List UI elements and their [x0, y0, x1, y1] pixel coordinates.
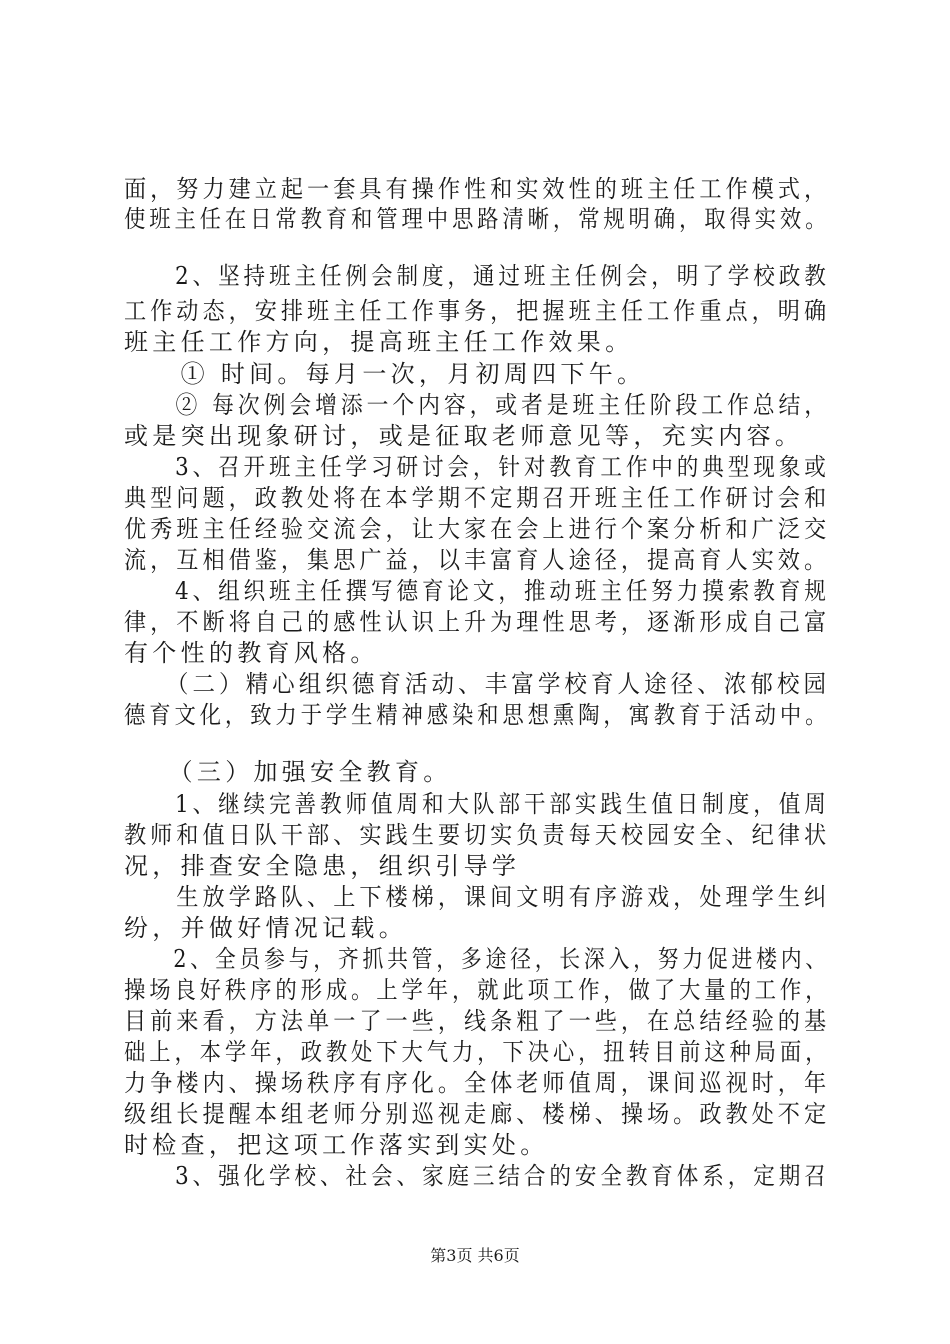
text-line: （三）加强安全教育。	[124, 758, 452, 786]
text-line: （二）精心组织德育活动、丰富学校育人途径、浓郁校园	[124, 670, 831, 698]
text-line: 优秀班主任经验交流会，让大家在会上进行个案分析和广泛交	[124, 515, 831, 543]
text-line: ① 时间。每月一次，月初周四下午。	[124, 360, 646, 388]
text-line: 教师和值日队干部、实践生要切实负责每天校园安全、纪律状	[124, 821, 831, 849]
text-line: 典型问题，政教处将在本学期不定期召开班主任工作研讨会和	[124, 484, 831, 512]
text-line: 德育文化，致力于学生精神感染和思想熏陶，寓教育于活动中。	[124, 701, 831, 729]
text-line: 流，互相借鉴，集思广益，以丰富育人途径，提高育人实效。	[124, 546, 831, 574]
text-line: 2、坚持班主任例会制度，通过班主任例会，明了学校政教	[124, 262, 830, 290]
text-line: 面，努力建立起一套具有操作性和实效性的班主任工作模式，	[124, 175, 831, 203]
text-line: 工作动态，安排班主任工作事务，把握班主任工作重点，明确	[124, 297, 831, 325]
text-line: 4、组织班主任撰写德育论文，推动班主任努力摸索教育规	[124, 577, 830, 605]
text-line: 力争楼内、操场秩序有序化。全体老师值周，课间巡视时，年	[124, 1069, 831, 1097]
text-line: 生放学路队、上下楼梯，课间文明有序游戏，处理学生纠	[124, 883, 831, 911]
page-number-footer: 第3页 共6页	[430, 1246, 520, 1265]
text-line: 律，不断将自己的感性认识上升为理性思考，逐渐形成自己富	[124, 608, 831, 636]
text-line: ② 每次例会增添一个内容，或者是班主任阶段工作总结，	[124, 391, 831, 419]
text-line: 班主任工作方向，提高班主任工作效果。	[124, 328, 634, 356]
text-line: 纷，并做好情况记载。	[124, 914, 407, 942]
text-line: 有个性的教育风格。	[124, 639, 379, 667]
text-line: 3、强化学校、社会、家庭三结合的安全教育体系，定期召	[124, 1162, 830, 1190]
text-line: 2、全员参与，齐抓共管，多途径，长深入，努力促进楼内、	[124, 945, 830, 973]
text-line: 况，排查安全隐患，组织引导学	[124, 852, 521, 880]
text-line: 目前来看，方法单一了一些，线条粗了一些，在总结经验的基	[124, 1007, 831, 1035]
text-line: 使班主任在日常教育和管理中思路清晰，常规明确，取得实效。	[124, 205, 831, 233]
text-line: 操场良好秩序的形成。上学年，就此项工作，做了大量的工作，	[124, 976, 831, 1004]
text-line: 时检查，把这项工作落实到实处。	[124, 1131, 549, 1159]
text-line: 1、继续完善教师值周和大队部干部实践生值日制度，值周	[124, 790, 830, 818]
text-line: 或是突出现象研讨，或是征取老师意见等，充实内容。	[124, 422, 804, 450]
text-line: 础上，本学年，政教处下大气力，下决心，扭转目前这种局面，	[124, 1038, 831, 1066]
text-line: 级组长提醒本组老师分别巡视走廊、楼梯、操场。政教处不定	[124, 1100, 831, 1128]
text-line: 3、召开班主任学习研讨会，针对教育工作中的典型现象或	[124, 453, 830, 481]
